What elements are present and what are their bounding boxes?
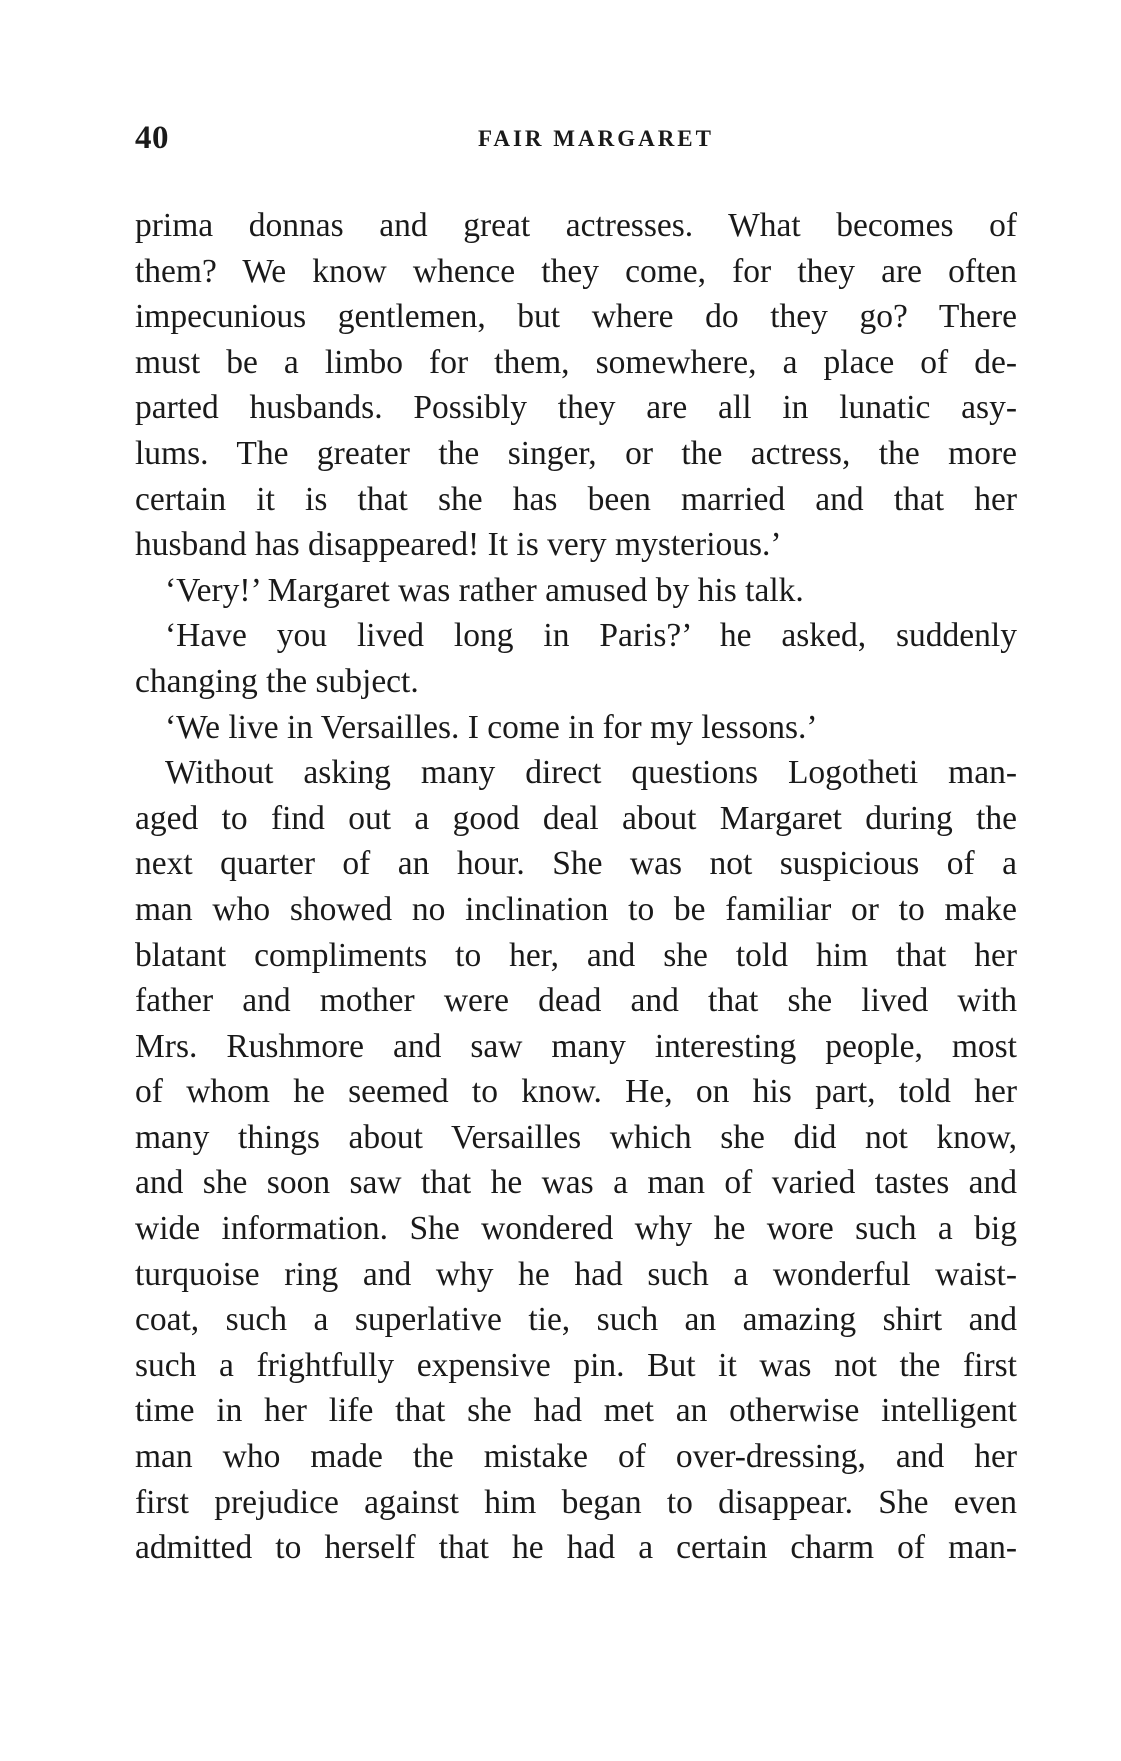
text-line: many things about Versailles which she did not know, — [135, 1118, 1017, 1156]
page-number: 40 — [135, 120, 169, 156]
text-line: prima donnas and great actresses. What becomes of — [135, 207, 1017, 244]
text-line: father and mother were dead and that she lived with — [135, 982, 1017, 1020]
text-line: Mrs. Rushmore and saw many interesting people, most — [135, 1027, 1017, 1065]
text-line: man who made the mistake of over-dressing, and her — [135, 1438, 1017, 1476]
text-line: man who showed no inclination to be familiar or to make — [135, 890, 1017, 928]
text-line: first prejudice against him began to disappear. She even — [135, 1483, 1017, 1521]
running-title: FAIR MARGARET — [478, 126, 714, 151]
page-header — [135, 120, 1017, 160]
text-line: ‘Very!’ Margaret was rather amused by his talk. — [165, 571, 804, 609]
text-line: such a frightfully expensive pin. But it was not the first — [135, 1346, 1017, 1384]
text-line: lums. The greater the singer, or the actress, the more — [135, 434, 1017, 472]
text-line: wide information. She wondered why he wore such a big — [135, 1210, 1017, 1248]
text-line: of whom he seemed to know. He, on his part, told her — [135, 1073, 1017, 1111]
text-line: coat, such a superlative tie, such an amazing shirt and — [135, 1301, 1017, 1339]
text-line: changing the subject. — [135, 662, 419, 700]
text-line: and she soon saw that he was a man of varied tastes and — [135, 1164, 1017, 1202]
text-line: them? We know whence they come, for they are often — [135, 252, 1017, 290]
text-line: ‘We live in Versailles. I come in for my lessons.’ — [165, 708, 818, 746]
text-line: blatant compliments to her, and she told him that her — [135, 936, 1017, 974]
body-text — [135, 203, 1017, 1571]
text-line: parted husbands. Possibly they are all in lunatic asy- — [135, 389, 1017, 427]
text-line: admitted to herself that he had a certain charm of man- — [135, 1529, 1017, 1567]
text-line: turquoise ring and why he had such a wonderful waist- — [135, 1255, 1017, 1293]
text-line: impecunious gentlemen, but where do they go? There — [135, 298, 1017, 336]
text-line: husband has disappeared! It is very mysterious.’ — [135, 526, 782, 564]
text-line: next quarter of an hour. She was not suspicious of a — [135, 845, 1017, 883]
text-line: aged to find out a good deal about Margaret during the — [135, 799, 1017, 837]
text-line: certain it is that she has been married and that her — [135, 480, 1017, 518]
text-line: time in her life that she had met an otherwise intelligent — [135, 1392, 1017, 1430]
text-line: ‘Have you lived long in Paris?’ he asked, suddenly — [165, 617, 1017, 655]
text-line: Without asking many direct questions Logotheti man- — [165, 754, 1017, 792]
text-line: must be a limbo for them, somewhere, a place of de- — [135, 343, 1017, 381]
